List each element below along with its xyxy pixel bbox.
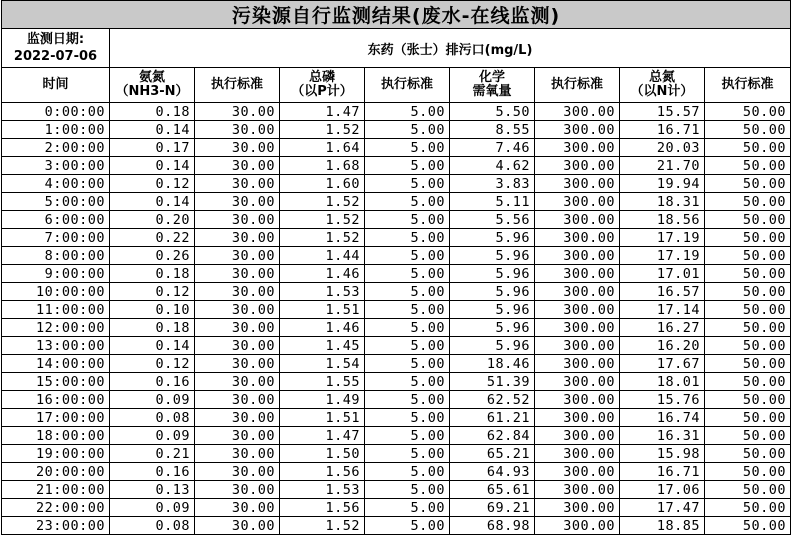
table-cell: 1.64 — [280, 139, 365, 157]
table-cell: 300.00 — [535, 265, 620, 283]
table-cell: 5.00 — [365, 175, 450, 193]
table-cell: 300.00 — [535, 481, 620, 499]
column-header — [620, 68, 705, 103]
table-row — [2, 319, 791, 337]
table-cell: 65.61 — [450, 481, 535, 499]
table-cell: 300.00 — [535, 229, 620, 247]
table-cell: 30.00 — [195, 229, 280, 247]
table-cell: 300.00 — [535, 409, 620, 427]
table-cell: 17.47 — [620, 499, 705, 517]
table-cell: 30.00 — [195, 175, 280, 193]
table-cell: 1.45 — [280, 337, 365, 355]
table-cell: 0.10 — [110, 301, 195, 319]
table-cell: 30.00 — [195, 211, 280, 229]
column-header-line1: 化学 — [478, 70, 505, 85]
column-header-line1: 总磷 — [308, 70, 335, 85]
table-cell: 0.09 — [110, 391, 195, 409]
table-cell: 18.46 — [450, 355, 535, 373]
table-cell: 4:00:00 — [2, 175, 110, 193]
table-cell: 1.44 — [280, 247, 365, 265]
table-cell: 30.00 — [195, 355, 280, 373]
table-cell: 0.21 — [110, 445, 195, 463]
table-cell: 17.19 — [620, 229, 705, 247]
table-cell: 30.00 — [195, 319, 280, 337]
table-row — [2, 283, 791, 301]
table-cell: 0.22 — [110, 229, 195, 247]
table-cell: 50.00 — [705, 427, 791, 445]
table-cell: 20:00:00 — [2, 463, 110, 481]
table-cell: 5.00 — [365, 103, 450, 121]
table-cell: 17.19 — [620, 247, 705, 265]
table-cell: 50.00 — [705, 337, 791, 355]
table-cell: 5.00 — [365, 247, 450, 265]
table-cell: 0.08 — [110, 409, 195, 427]
table-cell: 5.96 — [450, 283, 535, 301]
table-cell: 50.00 — [705, 481, 791, 499]
table-cell: 5.50 — [450, 103, 535, 121]
table-cell: 0.14 — [110, 193, 195, 211]
table-row — [2, 193, 791, 211]
table-row — [2, 121, 791, 139]
table-cell: 1.53 — [280, 283, 365, 301]
table-cell: 1.46 — [280, 265, 365, 283]
table-cell: 17.67 — [620, 355, 705, 373]
monitoring-date-cell — [2, 29, 110, 68]
table-cell: 19.94 — [620, 175, 705, 193]
table-row — [2, 409, 791, 427]
table-cell: 18.56 — [620, 211, 705, 229]
table-cell: 50.00 — [705, 283, 791, 301]
table-row — [2, 103, 791, 121]
table-cell: 300.00 — [535, 103, 620, 121]
table-cell: 15.76 — [620, 391, 705, 409]
table-cell: 0.09 — [110, 499, 195, 517]
table-cell: 30.00 — [195, 391, 280, 409]
table-cell: 50.00 — [705, 409, 791, 427]
table-cell: 16.71 — [620, 463, 705, 481]
column-header — [705, 68, 791, 103]
table-row — [2, 391, 791, 409]
table-cell: 14:00:00 — [2, 355, 110, 373]
column-header-line1: 执行标准 — [380, 77, 433, 92]
table-cell: 300.00 — [535, 499, 620, 517]
table-cell: 5.00 — [365, 391, 450, 409]
table-cell: 16:00:00 — [2, 391, 110, 409]
table-cell: 3.83 — [450, 175, 535, 193]
table-row — [2, 499, 791, 517]
table-cell: 1.54 — [280, 355, 365, 373]
table-cell: 30.00 — [195, 265, 280, 283]
table-cell: 5.00 — [365, 517, 450, 535]
table-cell: 5.96 — [450, 337, 535, 355]
table-cell: 5.00 — [365, 373, 450, 391]
table-cell: 300.00 — [535, 139, 620, 157]
table-cell: 30.00 — [195, 499, 280, 517]
column-header-line2: （以N计） — [630, 84, 694, 99]
table-cell: 50.00 — [705, 175, 791, 193]
table-cell: 1.52 — [280, 211, 365, 229]
table-cell: 300.00 — [535, 247, 620, 265]
table-cell: 0.18 — [110, 319, 195, 337]
table-cell: 1.52 — [280, 517, 365, 535]
table-cell: 50.00 — [705, 103, 791, 121]
table-cell: 50.00 — [705, 499, 791, 517]
table-cell: 5.00 — [365, 139, 450, 157]
table-cell: 21.70 — [620, 157, 705, 175]
table-cell: 1.46 — [280, 319, 365, 337]
table-cell: 1.47 — [280, 103, 365, 121]
column-header — [535, 68, 620, 103]
table-cell: 15.98 — [620, 445, 705, 463]
table-cell: 8.55 — [450, 121, 535, 139]
table-cell: 50.00 — [705, 121, 791, 139]
table-cell: 0.14 — [110, 121, 195, 139]
table-cell: 300.00 — [535, 427, 620, 445]
table-cell: 30.00 — [195, 373, 280, 391]
column-header-row — [2, 68, 791, 103]
table-cell: 30.00 — [195, 481, 280, 499]
table-cell: 51.39 — [450, 373, 535, 391]
table-cell: 30.00 — [195, 337, 280, 355]
table-cell: 0:00:00 — [2, 103, 110, 121]
table-cell: 0.08 — [110, 517, 195, 535]
table-cell: 5.96 — [450, 265, 535, 283]
table-cell: 30.00 — [195, 427, 280, 445]
table-cell: 18:00:00 — [2, 427, 110, 445]
table-cell: 1.56 — [280, 463, 365, 481]
monitoring-table — [1, 0, 791, 535]
table-cell: 20.03 — [620, 139, 705, 157]
table-row — [2, 247, 791, 265]
table-cell: 5.00 — [365, 445, 450, 463]
table-cell: 30.00 — [195, 409, 280, 427]
table-cell: 1.51 — [280, 409, 365, 427]
table-cell: 30.00 — [195, 121, 280, 139]
table-cell: 8:00:00 — [2, 247, 110, 265]
table-cell: 50.00 — [705, 355, 791, 373]
table-cell: 6:00:00 — [2, 211, 110, 229]
table-cell: 5.00 — [365, 283, 450, 301]
table-cell: 10:00:00 — [2, 283, 110, 301]
report-title: 污染源自行监测结果(废水-在线监测) — [2, 1, 791, 29]
table-cell: 1.52 — [280, 229, 365, 247]
table-cell: 1.55 — [280, 373, 365, 391]
table-cell: 0.14 — [110, 337, 195, 355]
table-cell: 22:00:00 — [2, 499, 110, 517]
table-cell: 300.00 — [535, 517, 620, 535]
column-header — [280, 68, 365, 103]
table-cell: 5.00 — [365, 193, 450, 211]
table-cell: 5.11 — [450, 193, 535, 211]
table-row — [2, 517, 791, 535]
table-cell: 1.49 — [280, 391, 365, 409]
column-header — [365, 68, 450, 103]
date-label: 监测日期: — [26, 32, 85, 47]
table-cell: 0.12 — [110, 175, 195, 193]
table-row — [2, 157, 791, 175]
table-cell: 5.00 — [365, 481, 450, 499]
table-cell: 5.96 — [450, 319, 535, 337]
column-header-line1: 执行标准 — [210, 77, 263, 92]
table-cell: 11:00:00 — [2, 301, 110, 319]
table-cell: 18.31 — [620, 193, 705, 211]
table-cell: 1.50 — [280, 445, 365, 463]
table-cell: 50.00 — [705, 211, 791, 229]
table-cell: 0.12 — [110, 283, 195, 301]
column-header — [450, 68, 535, 103]
table-cell: 30.00 — [195, 283, 280, 301]
table-cell: 16.71 — [620, 121, 705, 139]
table-cell: 300.00 — [535, 175, 620, 193]
table-cell: 18.85 — [620, 517, 705, 535]
table-row — [2, 355, 791, 373]
table-row — [2, 301, 791, 319]
table-cell: 50.00 — [705, 157, 791, 175]
column-header-line2: （以P计） — [291, 84, 353, 99]
table-cell: 9:00:00 — [2, 265, 110, 283]
table-cell: 300.00 — [535, 283, 620, 301]
table-cell: 15:00:00 — [2, 373, 110, 391]
column-header-line1: 氨氮 — [138, 70, 165, 85]
table-cell: 30.00 — [195, 103, 280, 121]
table-cell: 0.16 — [110, 373, 195, 391]
table-cell: 300.00 — [535, 121, 620, 139]
column-header-line1: 总氮 — [648, 70, 675, 85]
table-cell: 5.00 — [365, 337, 450, 355]
table-row — [2, 463, 791, 481]
table-cell: 30.00 — [195, 247, 280, 265]
column-header — [110, 68, 195, 103]
table-cell: 5.00 — [365, 463, 450, 481]
table-cell: 5:00:00 — [2, 193, 110, 211]
table-cell: 30.00 — [195, 463, 280, 481]
table-cell: 50.00 — [705, 373, 791, 391]
table-cell: 7:00:00 — [2, 229, 110, 247]
table-cell: 0.16 — [110, 463, 195, 481]
table-cell: 300.00 — [535, 157, 620, 175]
table-cell: 1.52 — [280, 121, 365, 139]
table-cell: 5.00 — [365, 121, 450, 139]
column-header-line2: 需氧量 — [472, 84, 512, 99]
table-cell: 68.98 — [450, 517, 535, 535]
table-cell: 18.01 — [620, 373, 705, 391]
table-cell: 62.52 — [450, 391, 535, 409]
table-cell: 5.96 — [450, 247, 535, 265]
table-cell: 300.00 — [535, 463, 620, 481]
table-cell: 0.14 — [110, 157, 195, 175]
table-cell: 13:00:00 — [2, 337, 110, 355]
table-cell: 16.57 — [620, 283, 705, 301]
table-cell: 300.00 — [535, 445, 620, 463]
table-cell: 15.57 — [620, 103, 705, 121]
column-header-line2: （NH3-N） — [115, 84, 189, 99]
table-cell: 300.00 — [535, 391, 620, 409]
table-cell: 5.00 — [365, 355, 450, 373]
table-cell: 16.27 — [620, 319, 705, 337]
table-cell: 1.56 — [280, 499, 365, 517]
table-cell: 1.51 — [280, 301, 365, 319]
table-cell: 0.18 — [110, 103, 195, 121]
table-cell: 50.00 — [705, 193, 791, 211]
table-cell: 16.20 — [620, 337, 705, 355]
table-cell: 2:00:00 — [2, 139, 110, 157]
table-row — [2, 211, 791, 229]
table-cell: 50.00 — [705, 265, 791, 283]
table-cell: 1.53 — [280, 481, 365, 499]
table-cell: 16.31 — [620, 427, 705, 445]
column-header-line1: 执行标准 — [721, 77, 774, 92]
column-header — [195, 68, 280, 103]
table-row — [2, 427, 791, 445]
table-cell: 65.21 — [450, 445, 535, 463]
table-cell: 50.00 — [705, 247, 791, 265]
column-header-line1: 时间 — [42, 77, 69, 92]
table-cell: 300.00 — [535, 319, 620, 337]
table-cell: 7.46 — [450, 139, 535, 157]
table-cell: 5.00 — [365, 229, 450, 247]
table-cell: 0.26 — [110, 247, 195, 265]
table-cell: 17.06 — [620, 481, 705, 499]
table-cell: 61.21 — [450, 409, 535, 427]
table-cell: 50.00 — [705, 517, 791, 535]
table-cell: 300.00 — [535, 301, 620, 319]
table-cell: 4.62 — [450, 157, 535, 175]
table-row — [2, 445, 791, 463]
table-cell: 1:00:00 — [2, 121, 110, 139]
table-cell: 21:00:00 — [2, 481, 110, 499]
table-cell: 5.56 — [450, 211, 535, 229]
table-cell: 3:00:00 — [2, 157, 110, 175]
table-row — [2, 337, 791, 355]
table-cell: 50.00 — [705, 301, 791, 319]
table-cell: 50.00 — [705, 319, 791, 337]
table-cell: 5.00 — [365, 265, 450, 283]
table-cell: 1.52 — [280, 193, 365, 211]
table-cell: 1.68 — [280, 157, 365, 175]
table-cell: 30.00 — [195, 517, 280, 535]
table-cell: 5.00 — [365, 499, 450, 517]
table-cell: 17:00:00 — [2, 409, 110, 427]
table-cell: 30.00 — [195, 139, 280, 157]
table-cell: 69.21 — [450, 499, 535, 517]
table-cell: 5.00 — [365, 427, 450, 445]
table-cell: 300.00 — [535, 193, 620, 211]
table-cell: 23:00:00 — [2, 517, 110, 535]
table-cell: 300.00 — [535, 355, 620, 373]
table-cell: 30.00 — [195, 157, 280, 175]
table-cell: 50.00 — [705, 445, 791, 463]
table-cell: 30.00 — [195, 301, 280, 319]
table-cell: 17.14 — [620, 301, 705, 319]
table-cell: 5.00 — [365, 409, 450, 427]
table-cell: 19:00:00 — [2, 445, 110, 463]
table-cell: 1.60 — [280, 175, 365, 193]
table-cell: 300.00 — [535, 337, 620, 355]
table-cell: 50.00 — [705, 463, 791, 481]
table-cell: 0.12 — [110, 355, 195, 373]
table-cell: 16.74 — [620, 409, 705, 427]
table-cell: 50.00 — [705, 139, 791, 157]
table-cell: 0.18 — [110, 265, 195, 283]
site-name: 东药（张士）排污口(mg/L) — [110, 29, 791, 68]
table-row — [2, 373, 791, 391]
table-cell: 0.13 — [110, 481, 195, 499]
table-cell: 0.17 — [110, 139, 195, 157]
table-cell: 30.00 — [195, 193, 280, 211]
table-cell: 50.00 — [705, 229, 791, 247]
column-header-line1: 执行标准 — [550, 77, 603, 92]
table-cell: 64.93 — [450, 463, 535, 481]
table-cell: 5.00 — [365, 319, 450, 337]
table-cell: 5.96 — [450, 229, 535, 247]
table-cell: 300.00 — [535, 211, 620, 229]
table-row — [2, 481, 791, 499]
table-row — [2, 265, 791, 283]
table-cell: 0.20 — [110, 211, 195, 229]
table-cell: 5.96 — [450, 301, 535, 319]
date-value: 2022-07-06 — [13, 49, 98, 64]
table-cell: 17.01 — [620, 265, 705, 283]
table-cell: 5.00 — [365, 301, 450, 319]
table-cell: 12:00:00 — [2, 319, 110, 337]
table-cell: 5.00 — [365, 211, 450, 229]
table-cell: 0.09 — [110, 427, 195, 445]
table-cell: 300.00 — [535, 373, 620, 391]
table-cell: 30.00 — [195, 445, 280, 463]
column-header — [2, 68, 110, 103]
table-cell: 5.00 — [365, 157, 450, 175]
table-row — [2, 229, 791, 247]
table-row — [2, 139, 791, 157]
table-row — [2, 175, 791, 193]
table-cell: 50.00 — [705, 391, 791, 409]
table-cell: 62.84 — [450, 427, 535, 445]
table-cell: 1.47 — [280, 427, 365, 445]
